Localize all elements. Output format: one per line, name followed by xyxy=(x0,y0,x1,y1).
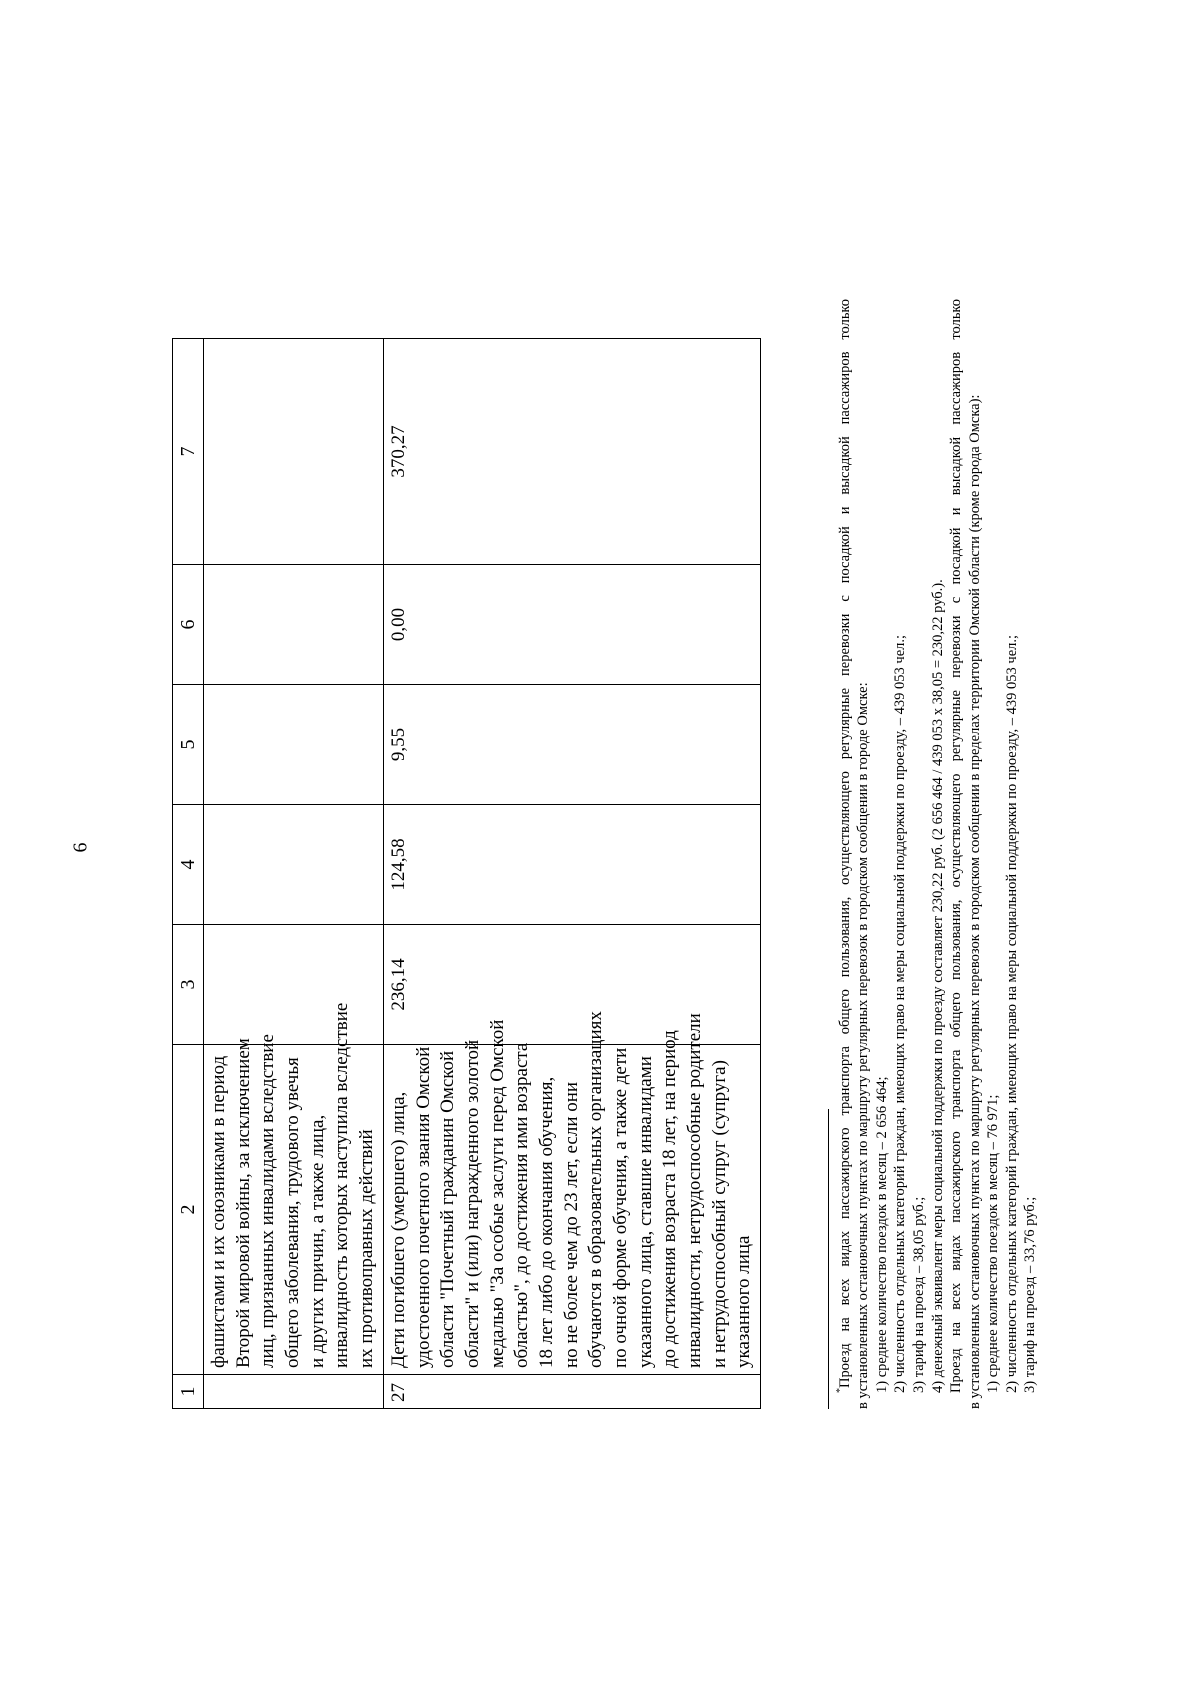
header-cell: 3 xyxy=(173,925,204,1045)
value-cell: 236,14 xyxy=(383,925,760,1045)
footnote-item: 4) денежный эквивалент меры социальной поддержки по проезду составляет 230,22 руб. (2 656 464 / 439 053 х 38,05 = 230,22 руб.). xyxy=(929,579,946,1393)
footnote-marker: * xyxy=(835,1388,846,1393)
footnote-item: 2) численность отдельных категорий граждан, имеющих право на меры социальной поддержки по проезду, – 439 053 чел.; xyxy=(892,634,909,1393)
value-cell: 9,55 xyxy=(383,685,760,805)
table-row xyxy=(204,339,384,1409)
header-cell: 2 xyxy=(173,1045,204,1375)
category-description xyxy=(204,1002,384,1375)
description-line: фашистами и их союзниками в период xyxy=(208,1055,229,1368)
footnote-text: Проезд на всех видах пассажирского транспорта общего пользования, осуществляющего регулярные перевозки с посадкой и высадкой пассажиров только xyxy=(836,299,853,1388)
description-line: общего заболевания, трудового увечья xyxy=(282,1057,304,1368)
description-line: области "Почетный гражданин Омской xyxy=(437,1050,459,1368)
description-line: инвалидности, нетрудоспособные родители xyxy=(684,1013,706,1368)
description-line: указанного лица, ставшие инвалидами xyxy=(634,1056,656,1368)
description-line: и других причин, а также лица, xyxy=(306,1114,328,1368)
description-line: указанного лица xyxy=(733,1235,755,1368)
description-line: медалью "За особые заслуги перед Омской xyxy=(486,1019,508,1368)
footnote-text: в установленных остановочных пунктах по маршруту регулярных перевозок в городском сообщении в городе Омске: xyxy=(855,682,872,1409)
description-line: по очной форме обучения, а также дети xyxy=(610,1047,631,1368)
value-cell: 124,58 xyxy=(383,805,760,925)
value-cell xyxy=(204,339,384,565)
rotated-page-content xyxy=(160,289,1040,1409)
description-line: областью", до достижения ими возраста xyxy=(511,1042,533,1368)
value-cell: 370,27 xyxy=(383,339,760,565)
value-cell xyxy=(204,565,384,685)
footnote-divider xyxy=(828,1109,829,1409)
row-number: 27 xyxy=(383,1375,760,1409)
description-line: до достижения возраста 18 лет, на период xyxy=(659,1030,681,1368)
footnote-text: в установленных остановочных пунктах по маршруту регулярных перевозок в городском сообщении в пределах территории Омской области (кроме города Омска): xyxy=(966,394,983,1409)
category-description xyxy=(383,1011,760,1375)
description-line: удостоенного почетного звания Омской xyxy=(412,1046,434,1368)
row-number xyxy=(204,1375,384,1409)
description-line: инвалидность которых наступила вследствие xyxy=(331,1002,353,1368)
benefits-table xyxy=(172,338,761,1409)
description-line: области" и (или) награжденного золотой xyxy=(461,1039,483,1368)
value-cell xyxy=(204,805,384,925)
header-cell: 5 xyxy=(173,685,204,805)
header-cell: 6 xyxy=(173,565,204,685)
description-line: лиц, признанных инвалидами вследствие xyxy=(257,1034,279,1368)
footnote-item: 2) численность отдельных категорий граждан, имеющих право на меры социальной поддержки по проезду, – 439 053 чел.; xyxy=(1003,634,1020,1393)
table-row xyxy=(383,339,760,1409)
header-cell: 4 xyxy=(173,805,204,925)
description-line: Дети погибшего (умершего) лица, xyxy=(387,1091,409,1368)
footnote-item: 1) среднее количество поездок в месяц – 2 656 464; xyxy=(873,1076,890,1393)
table-header-row xyxy=(173,339,204,1409)
footnote-item: 3) тариф на проезд – 33,76 руб.; xyxy=(1022,1196,1039,1393)
value-cell xyxy=(204,925,384,1045)
header-cell: 1 xyxy=(173,1375,204,1409)
value-cell xyxy=(204,685,384,805)
value-cell: 0,00 xyxy=(383,565,760,685)
description-line: обучаются в образовательных организациях xyxy=(585,1011,607,1368)
footnote-item: 3) тариф на проезд – 38,05 руб.; xyxy=(911,1196,928,1393)
description-line: 18 лет либо до окончания обучения, xyxy=(535,1076,557,1368)
description-line: их противоправных действий xyxy=(356,1129,378,1368)
description-line: Второй мировой войны, за исключением xyxy=(232,1038,254,1368)
footnote-paragraph xyxy=(835,299,854,1409)
footnote-item: 1) среднее количество поездок в месяц – 76 971; xyxy=(985,1094,1002,1393)
description-line: но не более чем до 23 лет, если они xyxy=(560,1081,582,1368)
description-line: и нетрудоспособный супруг (супруга) xyxy=(708,1060,730,1368)
page-number: 6 xyxy=(69,842,92,853)
footnote-text: Проезд на всех видах пассажирского транспорта общего пользования, осуществляющего регулярные перевозки с посадкой и высадкой пассажиров только xyxy=(948,299,965,1393)
header-cell: 7 xyxy=(173,339,204,565)
footnote xyxy=(828,299,1040,1409)
